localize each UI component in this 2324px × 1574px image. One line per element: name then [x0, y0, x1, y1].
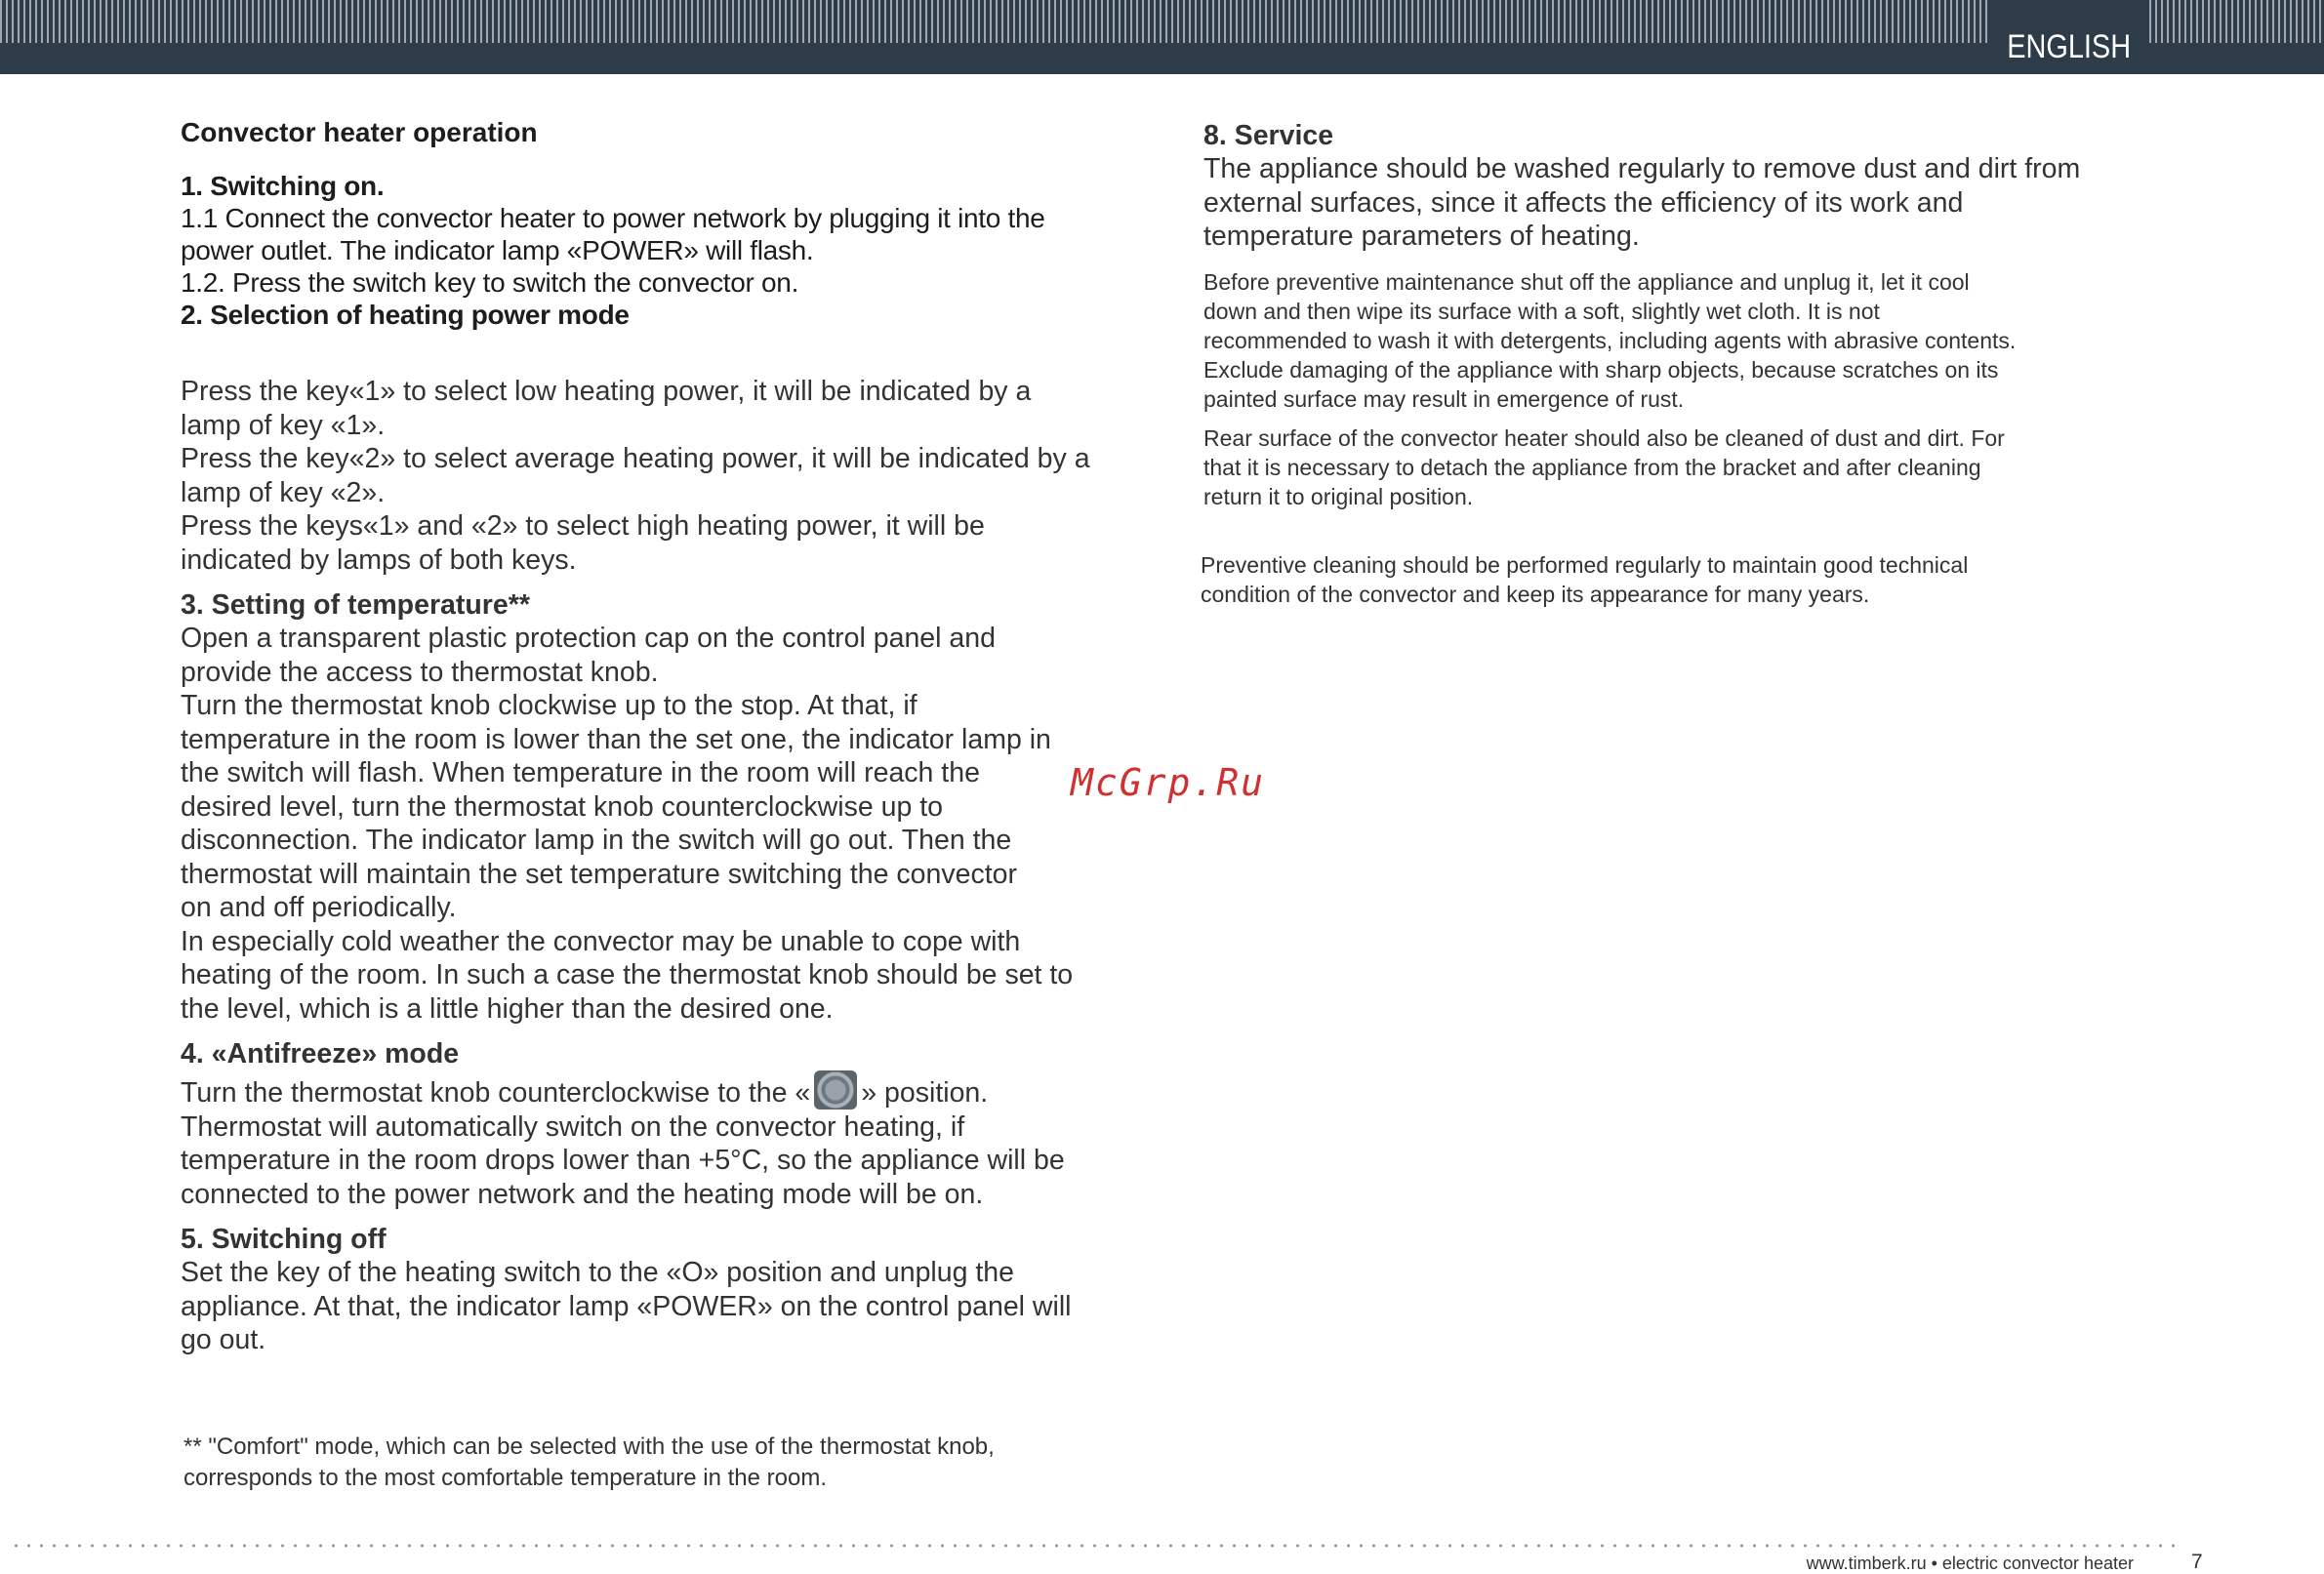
- text-line: lamp of key «2».: [181, 476, 386, 508]
- switching-list: [181, 170, 1142, 331]
- text-line: condition of the convector and keep its appearance for many years.: [1201, 581, 1870, 607]
- text-line: heating of the room. In such a case the thermostat knob should be set to: [181, 959, 1074, 990]
- text-segment: Turn the thermostat knob counterclockwise to the «: [181, 1077, 811, 1109]
- text-line: indicated by lamps of both keys.: [181, 544, 577, 576]
- switching-off-text: [181, 1256, 1142, 1357]
- text-line: desired level, turn the thermostat knob counterclockwise up to: [181, 790, 943, 823]
- text-line: down and then wipe its surface with a soft, slightly wet cloth. It is not: [1203, 298, 1880, 324]
- text-line: Open a transparent plastic protection cap on the control panel and: [181, 623, 996, 654]
- text-line: [181, 1070, 1142, 1110]
- antifreeze-text: [181, 1070, 1142, 1211]
- text-line: temperature in the room drops lower than +5°C, so the appliance will be: [181, 1145, 1065, 1176]
- footnote-line: ** "Comfort" mode, which can be selected with the use of the thermostat knob,: [183, 1433, 995, 1460]
- maintenance-text: [1203, 267, 2180, 414]
- text-line: external surfaces, since it affects the efficiency of its work and: [1203, 186, 1964, 219]
- text-line: Before preventive maintenance shut off the appliance and unplug it, let it cool: [1203, 268, 1970, 295]
- antifreeze-knob-icon: [814, 1070, 857, 1110]
- text-line: painted surface may result in emergence of rust.: [1203, 385, 1685, 412]
- footer-text: www.timberk.ru • electric convector heater: [1806, 1554, 2134, 1573]
- text-line: that it is necessary to detach the appliance from the bracket and after cleaning: [1203, 454, 1981, 480]
- text-line: the switch will flash. When temperature in the room will reach the: [181, 757, 980, 788]
- text-line: The appliance should be washed regularly to remove dust and dirt from: [1203, 153, 2081, 184]
- switching-line: power outlet. The indicator lamp «POWER» will flash.: [181, 235, 814, 265]
- section-title-operation: Convector heater operation: [181, 117, 538, 147]
- language-label: ENGLISH: [2007, 28, 2132, 65]
- text-line: disconnection. The indicator lamp in the switch will go out. Then the: [181, 825, 1012, 856]
- preventive-text: [1201, 550, 2180, 609]
- section-title-service: 8. Service: [1203, 120, 1334, 151]
- right-column: [1203, 119, 2180, 609]
- text-line: Turn the thermostat knob clockwise up to the stop. At that, if: [181, 690, 917, 721]
- text-line: recommended to wash it with detergents, including agents with abrasive contents.: [1203, 327, 2017, 353]
- text-line: thermostat will maintain the set temperature switching the convector: [181, 858, 1017, 890]
- text-line: Exclude damaging of the appliance with sharp objects, because scratches on its: [1203, 356, 1999, 383]
- page-number: 7: [2191, 1551, 2203, 1573]
- section-title-antifreeze: 4. «Antifreeze» mode: [181, 1038, 460, 1070]
- footnote: [183, 1432, 1160, 1494]
- text-line: Preventive cleaning should be performed regularly to maintain good technical: [1201, 551, 1969, 578]
- footnote-line: corresponds to the most comfortable temperature in the room.: [183, 1465, 827, 1491]
- switching-line: 1. Switching on.: [181, 171, 385, 201]
- switching-line: 1.1 Connect the convector heater to power network by plugging it into the: [181, 203, 1045, 233]
- text-line: temperature parameters of heating.: [1203, 221, 1640, 252]
- dotted-divider: [10, 1544, 2177, 1548]
- text-segment: » position.: [861, 1077, 989, 1109]
- text-line: return it to original position.: [1203, 483, 1474, 509]
- watermark: McGrp.Ru: [1071, 761, 1266, 804]
- text-line: go out.: [181, 1324, 266, 1355]
- rear-surface-text: [1203, 424, 2180, 511]
- text-line: connected to the power network and the heating mode will be on.: [181, 1178, 984, 1210]
- text-line: Press the keys«1» and «2» to select high heating power, it will be: [181, 510, 985, 542]
- text-line: Rear surface of the convector heater should also be cleaned of dust and dirt. For: [1203, 424, 2005, 451]
- text-line: appliance. At that, the indicator lamp «POWER» on the control panel will: [181, 1290, 1072, 1322]
- text-line: on and off periodically.: [181, 892, 457, 923]
- text-line: provide the access to thermostat knob.: [181, 656, 659, 688]
- text-line: In especially cold weather the convector may be unable to cope with: [181, 925, 1021, 957]
- text-line: Set the key of the heating switch to the «O» position and unplug the: [181, 1257, 1014, 1288]
- power-mode-text: [181, 375, 1142, 577]
- text-line: Press the key«1» to select low heating power, it will be indicated by a: [181, 376, 1032, 407]
- language-tab: [1991, 0, 2147, 78]
- section-title-temperature: 3. Setting of temperature**: [181, 589, 530, 621]
- service-text: [1203, 152, 2180, 254]
- switching-line: 1.2. Press the switch key to switch the convector on.: [181, 267, 799, 298]
- section-title-switching-off: 5. Switching off: [181, 1224, 387, 1255]
- temperature-text: [181, 622, 1142, 1026]
- text-line: Press the key«2» to select average heating power, it will be indicated by a: [181, 443, 1090, 474]
- header-bar: [0, 0, 2324, 74]
- left-column: [181, 117, 1142, 1357]
- text-line: the level, which is a little higher than the desired one.: [181, 992, 834, 1025]
- text-line: temperature in the room is lower than the set one, the indicator lamp in: [181, 723, 1051, 755]
- text-line: lamp of key «1».: [181, 409, 386, 441]
- text-line: Thermostat will automatically switch on the convector heating, if: [181, 1110, 965, 1143]
- switching-line: 2. Selection of heating power mode: [181, 300, 630, 330]
